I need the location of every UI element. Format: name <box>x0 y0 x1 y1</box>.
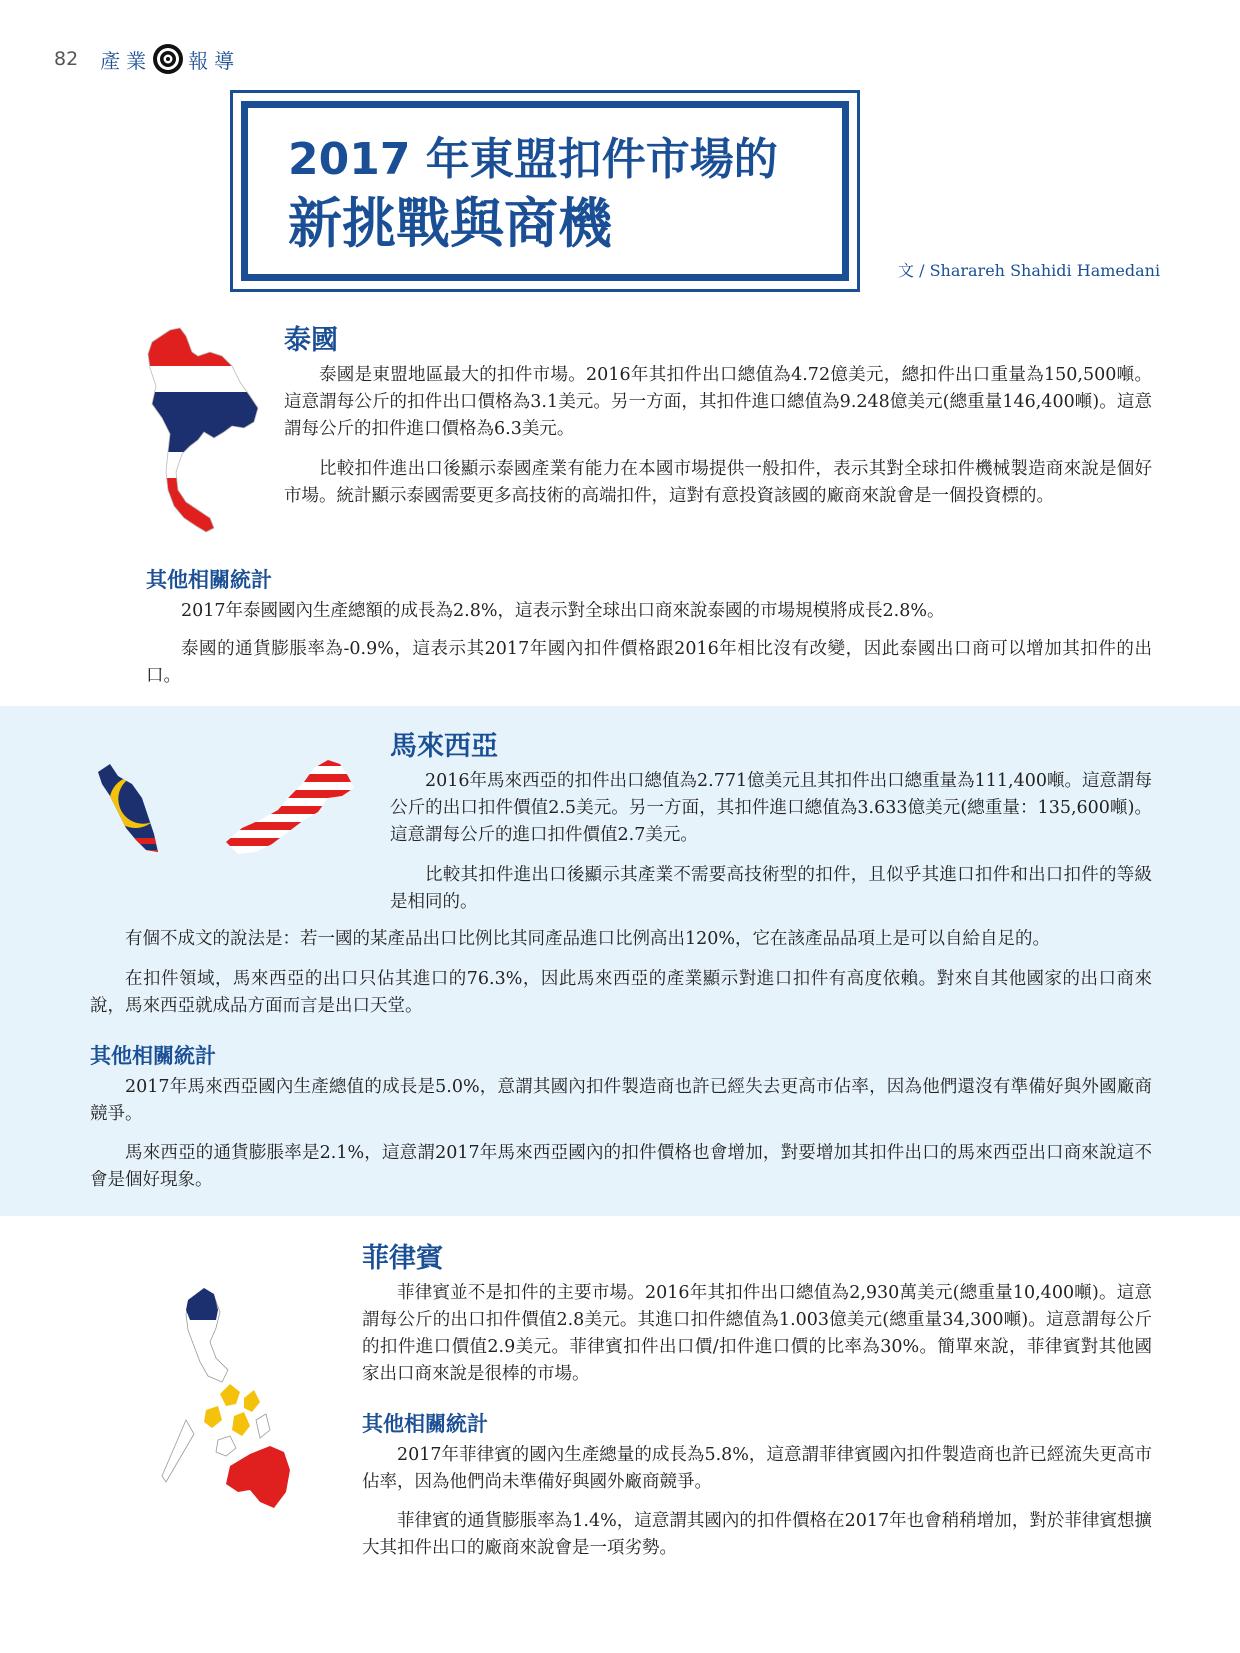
title-box <box>230 90 860 292</box>
article-title-line2: 新挑戰與商機 <box>288 192 612 255</box>
malaysia-stats-heading: 其他相關統計 <box>90 1043 216 1068</box>
thailand-stats-heading: 其他相關統計 <box>146 567 272 592</box>
article-title-line1: 2017 年東盟扣件市場的 <box>288 134 778 185</box>
philippines-flag-map <box>160 1270 300 1510</box>
philippines-heading: 菲律賓 <box>362 1243 443 1274</box>
malaysia-stat-2: 馬來西亞的通貨膨脹率是2.1%，這意謂2017年馬來西亞國內的扣件價格也會增加，對要增加其扣件出口的馬來西亞出口商來說這不會是個好現象。 <box>90 1143 1152 1190</box>
philippines-stats-heading: 其他相關統計 <box>362 1411 488 1436</box>
author-byline: 文 / Sharareh Shahidi Hamedani <box>898 261 1161 280</box>
malaysia-paragraph-3: 有個不成文的說法是：若一國的某產品出口比例比其同產品進口比例高出120%，它在該產品品項上是可以自給自足的。 <box>125 929 1051 949</box>
section-label-right: 報導 <box>188 48 241 73</box>
malaysia-stat-1: 2017年馬來西亞國內生產總值的成長是5.0%，意謂其國內扣件製造商也許已經失去更高市佔率，因為他們還沒有準備好與外國廠商競爭。 <box>90 1077 1152 1124</box>
thailand-stat-1: 2017年泰國國內生產總額的成長為2.8%，這表示對全球出口商來說泰國的市場規模將成長2.8%。 <box>181 601 945 621</box>
philippines-paragraph-1: 菲律賓並不是扣件的主要市場。2016年其扣件出口總值為2,930萬美元(總重量10,400噸)。這意謂每公斤的出口扣件價值2.8美元。其進口扣件總值為1.003億美元(總重量34,300噸)。這意謂每公斤的扣件進口價值2.9美元。菲律賓扣件出口價/扣件進口價的比率為30%。簡單來說，菲律賓對其他國家出口商來說是很棒的市場。 <box>362 1283 1152 1384</box>
philippines-stat-2: 菲律賓的通貨膨脹率為1.4%，這意謂其國內的扣件價格在2017年也會稍稍增加，對於菲律賓想擴大其扣件出口的廠商來說會是一項劣勢。 <box>362 1511 1152 1558</box>
malaysia-paragraph-2: 比較其扣件進出口後顯示其產業不需要高技術型的扣件，且似乎其進口扣件和出口扣件的等級是相同的。 <box>390 865 1152 912</box>
page-header <box>54 42 240 76</box>
malaysia-paragraph-1: 2016年馬來西亞的扣件出口總值為2.771億美元且其扣件出口總重量為111,400噸。這意謂每公斤的出口扣件價值2.5美元。另一方面，其扣件進口總值為3.633億美元(總重量：135,600噸)。這意謂每公斤的進口扣件價值2.7美元。 <box>390 771 1152 845</box>
thailand-heading: 泰國 <box>284 325 338 356</box>
page-number: 82 <box>54 48 79 70</box>
malaysia-heading: 馬來西亞 <box>390 731 498 762</box>
target-icon <box>152 43 184 75</box>
section-label-left: 產業 <box>100 48 153 73</box>
malaysia-paragraph-4: 在扣件領域，馬來西亞的出口只佔其進口的76.3%，因此馬來西亞的產業顯示對進口扣件有高度依賴。對來自其他國家的出口商來說，馬來西亞就成品方面而言是出口天堂。 <box>90 969 1152 1016</box>
philippines-stat-1: 2017年菲律賓的國內生產總量的成長為5.8%，這意謂菲律賓國內扣件製造商也許已經流失更高市佔率，因為他們尚未準備好與國外廠商競爭。 <box>362 1445 1152 1492</box>
thailand-stat-2: 泰國的通貨膨脹率為-0.9%，這表示其2017年國內扣件價格跟2016年相比沒有改變，因此泰國出口商可以增加其扣件的出口。 <box>146 639 1152 686</box>
title-inner-frame <box>241 101 849 281</box>
thailand-paragraph-1: 泰國是東盟地區最大的扣件市場。2016年其扣件出口總值為4.72億美元，總扣件出口重量為150,500噸。這意謂每公斤的扣件出口價格為3.1美元。另一方面，其扣件進口總值為9.248億美元(總重量146,400噸)。這意謂每公斤的扣件進口價格為6.3美元。 <box>284 365 1152 439</box>
thailand-paragraph-2: 比較扣件進出口後顯示泰國產業有能力在本國市場提供一般扣件，表示其對全球扣件機械製造商來說是個好市場。統計顯示泰國需要更多高技術的高端扣件，這對有意投資該國的廠商來說會是一個投資標的。 <box>284 459 1152 506</box>
malaysia-flag-map <box>92 754 362 864</box>
thailand-flag-map <box>140 322 260 542</box>
